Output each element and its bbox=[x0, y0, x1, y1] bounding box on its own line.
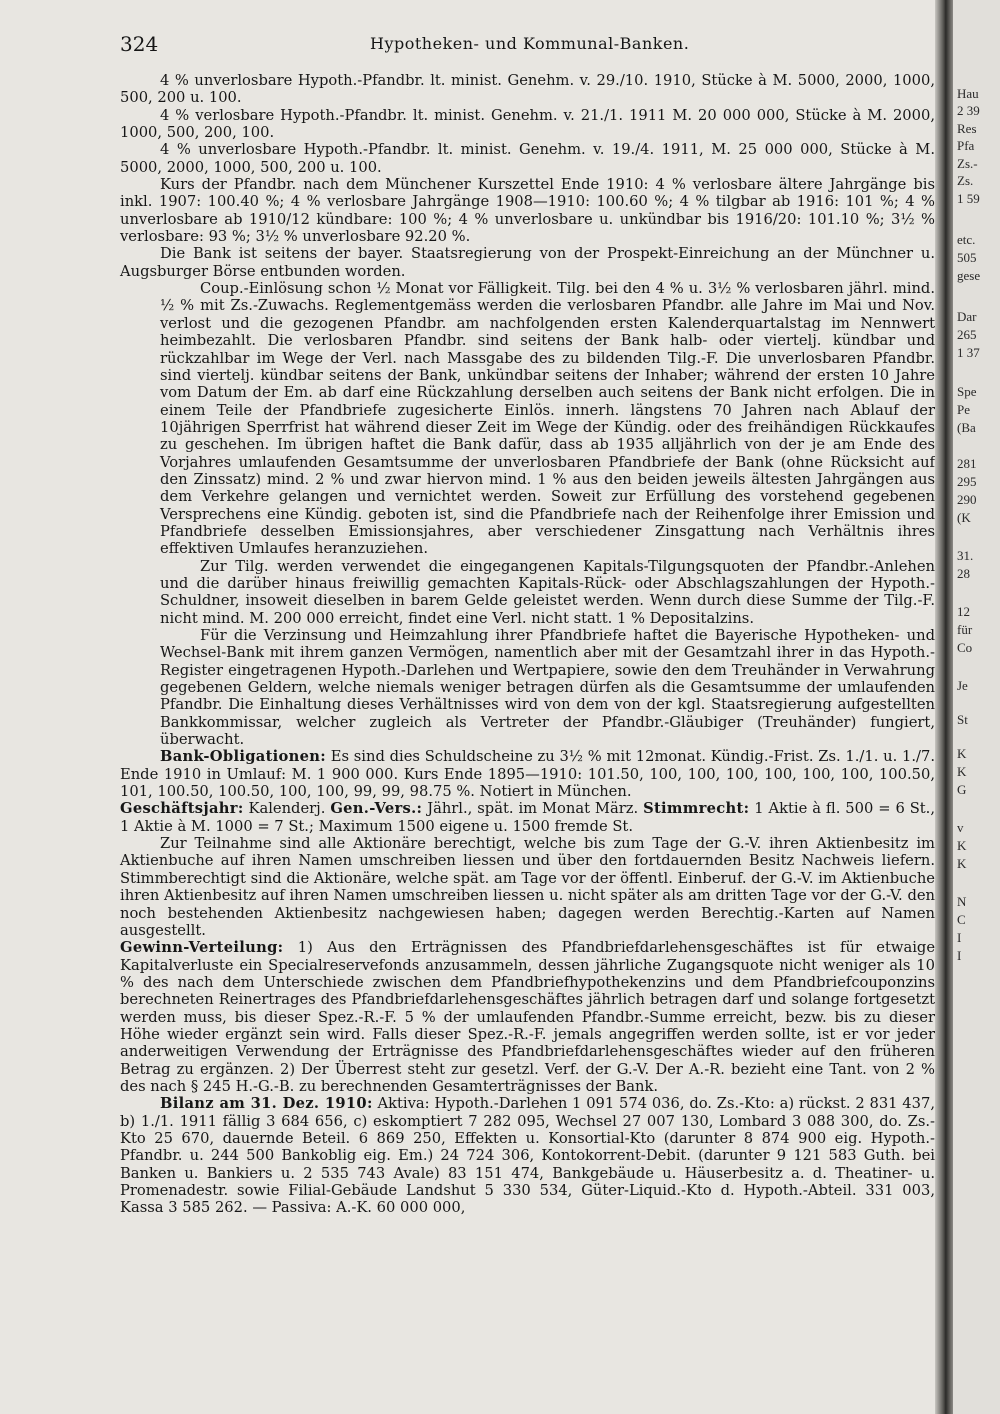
paragraph-text: 1 Aktie à fl. 500 = 6 St., 1 Aktie à M. 1000 = 7 St.; Maximum 1500 eigene u. 1500 fremde St. bbox=[120, 800, 936, 835]
body-text bbox=[120, 72, 935, 1217]
adjacent-page-fragment: 290 bbox=[957, 492, 977, 507]
page-header bbox=[120, 32, 935, 56]
adjacent-page-fragment: gese bbox=[957, 268, 981, 283]
paragraph bbox=[120, 558, 935, 627]
adjacent-page-edge bbox=[953, 0, 1000, 1414]
adjacent-page-fragment: C bbox=[957, 912, 966, 927]
adjacent-page-fragment: 2 39 bbox=[957, 103, 980, 118]
adjacent-page-fragment: 295 bbox=[957, 474, 977, 489]
adjacent-page-fragment: K bbox=[957, 746, 967, 761]
paragraph-text: Die Bank ist seitens der bayer. Staatsregierung von der Prospekt-Einreichung an der Münchner u. Augsburger Börse entbunden worden. bbox=[120, 245, 935, 280]
adjacent-page-fragment: Res bbox=[957, 121, 977, 136]
adjacent-page-fragment: 505 bbox=[957, 250, 977, 265]
adjacent-page-fragment: Zs. bbox=[957, 173, 974, 188]
adjacent-page-fragment: Je bbox=[957, 678, 968, 693]
adjacent-page-fragment: etc. bbox=[957, 232, 976, 247]
adjacent-page-fragment: 265 bbox=[957, 327, 977, 342]
paragraph bbox=[120, 748, 935, 800]
section-heading: Geschäftsjahr: bbox=[120, 800, 244, 818]
paragraph bbox=[120, 141, 935, 176]
paragraph bbox=[120, 176, 935, 245]
book-gutter bbox=[935, 0, 953, 1414]
paragraph-text: Jährl., spät. im Monat März. bbox=[427, 800, 639, 818]
section-heading: Bilanz am 31. Dez. 1910: bbox=[160, 1095, 373, 1113]
adjacent-page-fragment: St bbox=[957, 712, 968, 727]
adjacent-page-fragment: N bbox=[957, 894, 967, 909]
section-heading: Stimmrecht: bbox=[643, 800, 750, 818]
adjacent-page-fragment: Pe bbox=[957, 402, 970, 417]
page-number: 324 bbox=[120, 32, 159, 56]
adjacent-page-fragment: K bbox=[957, 764, 967, 779]
adjacent-page-fragment: v bbox=[957, 820, 964, 835]
paragraph-text: 4 % verlosbare Hypoth.-Pfandbr. lt. minist. Genehm. v. 21./1. 1911 M. 20 000 000, Stücke à M. 2000, 1000, 500, 200, 100. bbox=[120, 106, 935, 142]
adjacent-page-fragment: Spe bbox=[957, 384, 977, 399]
adjacent-page-fragment: 281 bbox=[957, 456, 977, 471]
adjacent-page-fragment: Zs.- bbox=[957, 156, 978, 171]
paragraph bbox=[120, 800, 935, 835]
adjacent-page-fragment: 1 37 bbox=[957, 345, 980, 360]
paragraph-text: Für die Verzinsung und Heimzahlung ihrer Pfandbriefe haftet die Bayerische Hypotheken- und Wechsel-Bank mit ihrem ganzen Vermögen, namentlich aber mit der Gesamtzahl ihrer in das Hypoth.-Register eingetragenen Hypoth.-Darlehen und Wertpapiere, sowie den dem Treuhänder in Verwahrung gegebenen Geldern, welche niemals weniger betragen dürfen als die Gesamtsumme der umlaufenden Pfandbr. Die Einhaltung dieses Verhältnisses wird von dem von der kgl. Staatsregierung aufgestellten Bankkommissar, welcher zugleich als Vertreter der Pfandbr.-Gläubiger (Treuhänder) fungiert, überwacht. bbox=[160, 627, 935, 749]
adjacent-page-fragment: (Ba bbox=[957, 420, 976, 435]
adjacent-page-fragment: (K bbox=[957, 510, 971, 525]
adjacent-page-fragment: Hau bbox=[957, 86, 979, 101]
paragraph bbox=[120, 939, 935, 1095]
adjacent-page-fragment: 31. bbox=[957, 548, 974, 563]
adjacent-page-fragment: K bbox=[957, 856, 967, 871]
paragraph-text: Es sind dies Schuldscheine zu 3½ % mit 12monat. Kündig.-Frist. Zs. 1./1. u. 1./7. Ende 1910 in Umlauf: M. 1 900 000. Kurs Ende 1895—1910: 101.50, 100, 100, 100, 100, 100, 100, 100.50, 101, 100.50, 100.50, 100, 100, 99, 99, 98.75 %. Notiert in München. bbox=[120, 748, 936, 801]
section-heading: Bank-Obligationen: bbox=[160, 748, 326, 766]
paragraph-text: 4 % unverlosbare Hypoth.-Pfandbr. lt. minist. Genehm. v. 19./4. 1911, M. 25 000 000, Stücke à M. 5000, 2000, 1000, 500, 200 u. 100. bbox=[120, 141, 935, 176]
running-title: Hypotheken- und Kommunal-Banken. bbox=[370, 34, 690, 53]
paragraph-text: Aktiva: Hypoth.-Darlehen 1 091 574 036, do. Zs.-Kto: a) rückst. 2 831 437, b) 1./1. 1911 fällig 3 684 656, c) eskomptiert 7 282 095, Wechsel 27 007 130, Lombard 3 088 300, do. Zs.-Kto 25 670, dauernde Beteil. 6 869 250, Effekten u. Konsortial-Kto (darunter 8 874 900 eig. Hypoth.-Pfandbr. u. 244 500 Bankoblig eig. Em.) 24 724 306, Kontokorrent-Debit. (darunter 9 121 583 Guth. bei Banken u. Bankiers u. 2 535 743 Avale) 83 151 474, Bankgebäude u. Häuserbesitz a. d. Theatiner- u. Promenadestr. sowie Filial-Gebäude Landshut 5 330 534, Güter-Liquid.-Kto d. Hypoth.-Abteil. 331 003, Kassa 3 585 262. — Passiva: A.-K. 60 000 000, bbox=[120, 1095, 936, 1217]
paragraph-text: Zur Tilg. werden verwendet die eingegangenen Kapitals-Tilgungsquoten der Pfandbr.-Anlehen und die darüber hinaus freiwillig gemachten Kapitals-Rück- oder Abschlagszahlungen der Hypoth.-Schuldner, insoweit dieselben in barem Gelde geleistet werden. Wenn durch diese Summe der Tilg.-F. nicht mind. M. 200 000 erreicht, findet eine Verl. nicht statt. 1 % Depositalzins. bbox=[160, 557, 935, 627]
paragraph bbox=[120, 245, 935, 280]
adjacent-page-fragment: I bbox=[957, 930, 962, 945]
adjacent-page-fragment: für bbox=[957, 622, 973, 637]
paragraph-text: 1) Aus den Erträgnissen des Pfandbriefdarlehensgeschäftes ist für etwaige Kapitalverluste ein Specialreservefonds anzusammeln, dessen jährliche Zugangsquote nicht weniger als 10 % des nach dem Unterschiede zwischen dem Pfandbriefhypothekenzins und dem Pfandbriefcouponzins berechneten Reinertrages des Pfandbriefdarlehensgeschäftes jährlich betragen darf und solange fortgesetzt werden muss, bis dieser Spez.-R.-F. 5 % der umlaufenden Pfandbr.-Summe erreicht, bezw. bis zu dieser Höhe wieder ergänzt sein wird. Falls dieser Spez.-R.-F. jemals angegriffen werden sollte, ist er vor jeder anderweitigen Verwendung der Erträgnisse des Pfandbriefdarlehensgeschäftes wieder auf den früheren Betrag zu ergänzen. 2) Der Überrest steht zur gesetzl. Verf. der G.-V. Der A.-R. bezieht eine Tant. von 2 % des nach § 245 H.-G.-B. zu berechnenden Gesamterträgnisses der Bank. bbox=[120, 939, 936, 1095]
adjacent-page-fragment: 1 59 bbox=[957, 191, 980, 206]
section-heading: Gen.-Vers.: bbox=[330, 800, 423, 818]
paragraph bbox=[120, 627, 935, 748]
paragraph-text: 4 % unverlosbare Hypoth.-Pfandbr. lt. minist. Genehm. v. 29./10. 1910, Stücke à M. 5000, 2000, 1000, 500, 200 u. 100. bbox=[120, 72, 935, 107]
adjacent-page-fragment: Co bbox=[957, 640, 973, 655]
paragraph bbox=[120, 1095, 935, 1216]
adjacent-page-fragment: Dar bbox=[957, 309, 977, 324]
adjacent-page-fragment: G bbox=[957, 782, 967, 797]
paragraph-text: Kalenderj. bbox=[248, 800, 326, 818]
adjacent-page-fragment: Pfa bbox=[957, 138, 975, 153]
paragraph bbox=[120, 280, 935, 558]
adjacent-page-fragment: 12 bbox=[957, 604, 970, 619]
paragraph bbox=[120, 835, 935, 939]
paragraph-text: Kurs der Pfandbr. nach dem Münchener Kurszettel Ende 1910: 4 % verlosbare ältere Jahrgänge bis inkl. 1907: 100.40 %; 4 % verlosbare Jahrgänge 1908—1910: 100.60 %; 4 % tilgbar ab 1916: 101 %; 4 % unverlosbare ab 1910/12 kündbare: 100 %; 4 % unverlosbare u. unkündbar bis 1916/20: 101.10 %; 3½ % verlosbare: 93 %; 3½ % unverlosbare 92.20 %. bbox=[120, 176, 935, 246]
paragraph bbox=[120, 72, 935, 107]
section-heading: Gewinn-Verteilung: bbox=[120, 939, 284, 957]
paragraph-text: Coup.-Einlösung schon ½ Monat vor Fälligkeit. Tilg. bei den 4 % u. 3½ % verlosbaren jährl. mind. ½ % mit Zs.-Zuwachs. Reglementgemäss werden die verlosbaren Pfandbr. alle Jahre im Mai und Nov. verlost und die gezogenen Pfandbr. am nachfolgenden ersten Kalenderquartalstag im Nennwert heimbezahlt. Die verlosbaren Pfandbr. sind seitens der Bank halb- oder viertelj. kündbar und rückzahlbar im Wege der Verl. nach Massgabe des zu bildenden Tilg.-F. Die unverlosbaren Pfandbr. sind viertelj. kündbar seitens der Bank, unkündbar seitens der Inhaber; während der ersten 10 Jahre vom Datum der Em. ab darf eine Rückzahlung derselben auch seitens der Bank nicht erfolgen. Die in einem Teile der Pfandbriefe zugesicherte Einlös. innerh. längstens 70 Jahren nach Ablauf der 10jährigen Sperrfrist hat während dieser Zeit im Wege der Kündig. oder des freihändigen Rückkaufes zu geschehen. Im übrigen haftet die Bank dafür, dass ab 1935 alljährlich von der je am Ende des Vorjahres umlaufenden Gesamtsumme der unverlosbaren Pfandbriefe der Bank (ohne Rücksicht auf den Zinssatz) mind. 2 % und zwar hiervon mind. 1 % aus den beiden jeweils ältesten Jahrgängen aus dem Verkehre gelangen und vernichtet werden. Soweit zur Erfüllung des vorstehend gegebenen Versprechens eine Kündig. geboten ist, sind die Pfandbriefe nach der Reihenfolge ihrer Emission und Pfandbriefe desselben Emissionsjahres, aber verschiedener Zinsgattung nach Verhältnis ihres effektiven Umlaufes heranzuziehen. bbox=[160, 280, 935, 558]
paragraph bbox=[120, 107, 935, 142]
adjacent-page-fragment: 28 bbox=[957, 566, 970, 581]
paragraph-text: Zur Teilnahme sind alle Aktionäre berechtigt, welche bis zum Tage der G.-V. ihren Aktienbesitz im Aktienbuche auf ihren Namen umschreiben liessen und über den fortdauernden Besitz Nachweis liefern. Stimmberechtigt sind die Aktionäre, welche spät. am Tage vor der öffentl. Einberuf. der G.-V. im Aktienbuche ihren Aktienbesitz auf ihren Namen umschreiben liessen u. nicht später als am dritten Tage vor der G.-V. den noch bestehenden Aktienbesitz nachgewiesen haben; dagegen werden Berechtig.-Karten auf Namen ausgestellt. bbox=[120, 835, 935, 939]
adjacent-page-fragment: I bbox=[957, 948, 962, 963]
adjacent-page-fragment: K bbox=[957, 838, 967, 853]
